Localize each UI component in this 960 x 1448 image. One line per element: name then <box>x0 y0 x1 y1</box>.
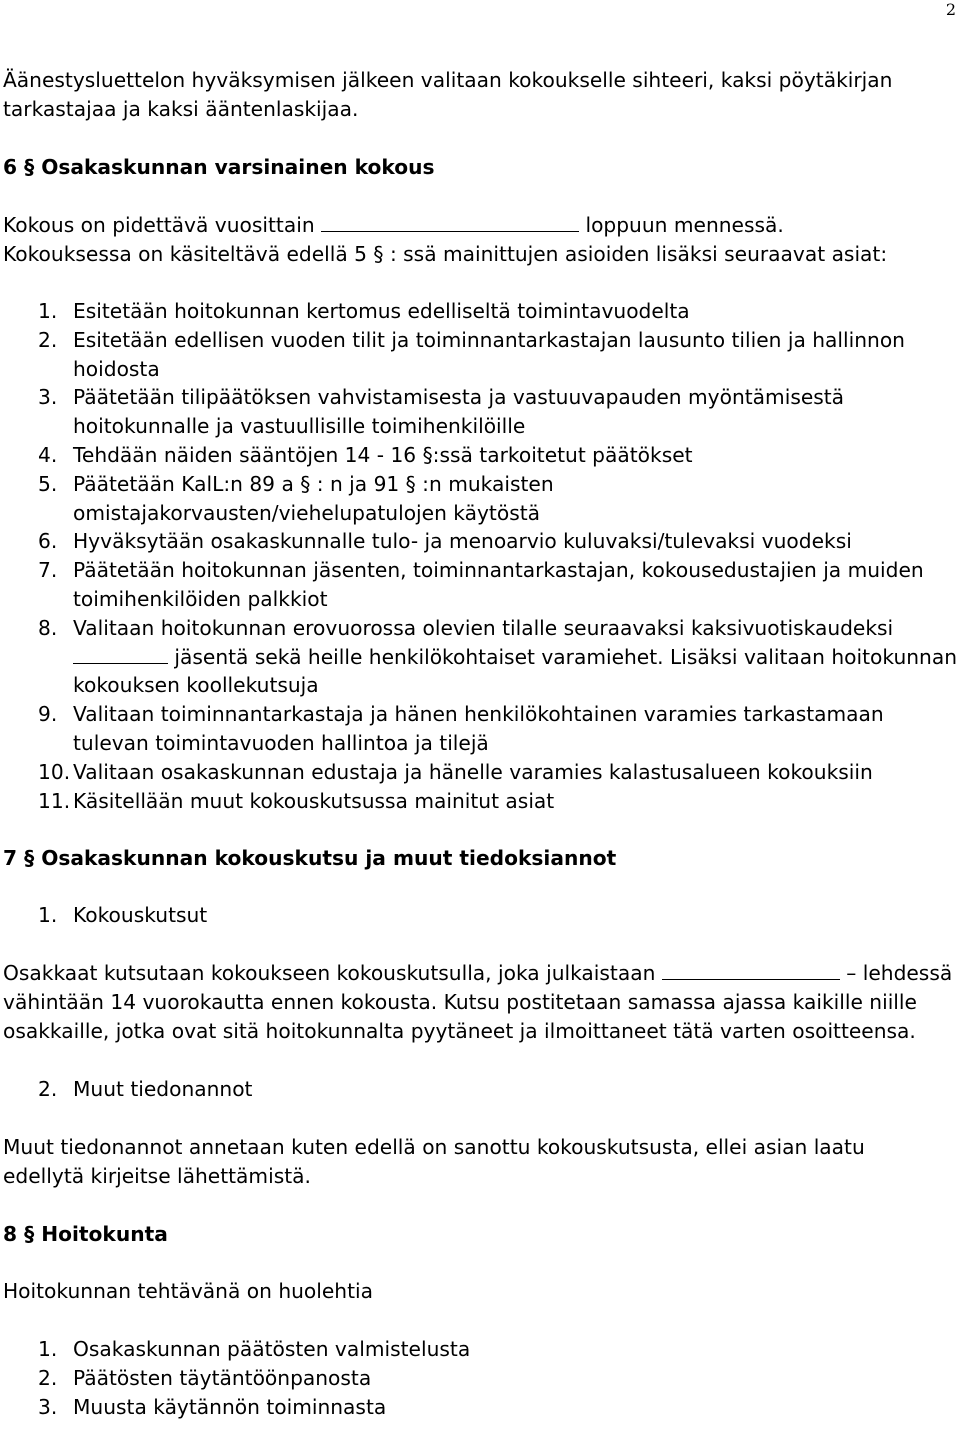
item-number: 8. <box>38 615 58 640</box>
document-body <box>3 66 958 1421</box>
list-item <box>3 758 958 787</box>
item-8-text-end: jäsentä sekä heille henkilökohtaiset varamiehet. Lisäksi valitaan hoitokunnan kokouksen koollekutsuja <box>73 644 957 698</box>
list-item <box>3 1393 958 1422</box>
item-number: 2. <box>38 1365 58 1390</box>
item-number: 11. <box>38 788 71 813</box>
section-7-p1-end: lehdessä vähintään 14 vuorokautta ennen kokousta. Kutsu postitetaan samassa ajassa kaikille niille osakkaille, jotka ovat sitä hoitokunnalta pyytäneet ja ilmoittaneet tätä varten osoitteensa. <box>3 961 953 1044</box>
item-text: Kokouskutsut <box>73 903 208 928</box>
section-6-p1-start: Kokous on pidettävä vuosittain <box>3 213 315 237</box>
list-item <box>3 297 958 326</box>
item-text: Esitetään edellisen vuoden tilit ja toiminnantarkastajan lausunto tilien ja hallinnon hoidosta <box>73 327 905 381</box>
item-text: Käsitellään muut kokouskutsussa mainitut asiat <box>73 788 555 813</box>
item-text: Muusta käytännön toiminnasta <box>73 1394 387 1419</box>
item-number: 5. <box>38 471 58 496</box>
item-number: 3. <box>38 1394 58 1419</box>
section-7-paragraph-1 <box>3 959 958 1046</box>
list-item <box>3 556 958 614</box>
list-item <box>3 1364 958 1393</box>
item-text: Esitetään hoitokunnan kertomus edelliseltä toimintavuodelta <box>73 299 690 323</box>
section-8-paragraph-1: Hoitokunnan tehtävänä on huolehtia <box>3 1278 373 1303</box>
item-text: Päätetään KalL:n 89 a § : n ja 91 § :n mukaisten omistajakorvausten/viehelupatulojen käytöstä <box>73 471 554 525</box>
item-text: Muut tiedonannot <box>73 1077 253 1102</box>
dash: – <box>846 961 857 986</box>
section-6-agenda-list <box>3 297 958 815</box>
blank-date-field <box>321 213 579 232</box>
item-number: 3. <box>38 385 58 410</box>
blank-member-count-field <box>73 645 168 664</box>
section-6-paragraph-2: Kokouksessa on käsiteltävä edellä 5 § : ssä mainittujen asioiden lisäksi seuraavat asiat: <box>3 242 888 266</box>
item-number: 10. <box>38 759 71 784</box>
section-8-duty-list <box>3 1335 958 1421</box>
item-text: Päätösten täytäntöönpanosta <box>73 1365 372 1390</box>
list-item <box>3 1335 958 1364</box>
list-item <box>3 787 958 816</box>
blank-newspaper-field <box>662 961 840 980</box>
list-item <box>3 326 958 384</box>
item-number: 4. <box>38 442 58 467</box>
item-number: 1. <box>38 299 58 323</box>
item-text <box>73 614 958 700</box>
item-text: Valitaan osakaskunnan edustaja ja hänelle varamies kalastusalueen kokouksiin <box>73 759 873 784</box>
subsection-7-1-title <box>3 901 958 930</box>
section-7-heading: 7 § Osakaskunnan kokouskutsu ja muut tiedoksiannot <box>3 846 617 871</box>
list-item <box>3 470 958 528</box>
item-number: 1. <box>38 903 58 928</box>
section-7-p1-start: Osakkaat kutsutaan kokoukseen kokouskutsulla, joka julkaistaan <box>3 961 656 986</box>
section-8-heading: 8 § Hoitokunta <box>3 1221 168 1246</box>
item-number: 2. <box>38 327 58 352</box>
list-item <box>3 383 958 441</box>
page-number: 2 <box>945 0 956 19</box>
section-6-p1-end: loppuun mennessä. <box>585 213 784 237</box>
list-item <box>3 441 958 470</box>
item-text: Päätetään hoitokunnan jäsenten, toiminnantarkastajan, kokousedustajien ja muiden toimihenkilöiden palkkiot <box>73 558 924 611</box>
item-text: Valitaan toiminnantarkastaja ja hänen henkilökohtainen varamies tarkastamaan tulevan toimintavuoden hallintoa ja tilejä <box>73 702 884 755</box>
item-text: Hyväksytään osakaskunnalle tulo- ja menoarvio kuluvaksi/tulevaksi vuodeksi <box>73 529 852 554</box>
item-number: 1. <box>38 1336 58 1361</box>
item-8-text-start: Valitaan hoitokunnan erovuorossa olevien tilalle seuraavaksi kaksivuotiskaudeksi <box>73 615 894 640</box>
item-number: 7. <box>38 558 58 583</box>
item-text: Osakaskunnan päätösten valmistelusta <box>73 1336 471 1361</box>
intro-paragraph: Äänestysluettelon hyväksymisen jälkeen valitaan kokoukselle sihteeri, kaksi pöytäkirjan tarkastajaa ja kaksi ääntenlaskijaa. <box>3 68 893 121</box>
list-item <box>3 614 958 700</box>
item-text: Tehdään näiden sääntöjen 14 - 16 §:ssä tarkoitetut päätökset <box>73 442 693 467</box>
section-6-heading: 6 § Osakaskunnan varsinainen kokous <box>3 155 435 179</box>
section-6-paragraph-1 <box>3 211 958 240</box>
list-item <box>3 700 958 758</box>
list-item <box>3 527 958 556</box>
subsection-7-2-title <box>3 1075 958 1104</box>
section-7-paragraph-2: Muut tiedonannot annetaan kuten edellä on sanottu kokouskutsusta, ellei asian laatu edellytä kirjeitse lähettämistä. <box>3 1134 865 1188</box>
item-text: Päätetään tilipäätöksen vahvistamisesta ja vastuuvapauden myöntämisestä hoitokunnalle ja vastuullisille toimihenkilöille <box>73 385 845 439</box>
item-number: 6. <box>38 529 58 554</box>
item-number: 9. <box>38 702 58 727</box>
item-number: 2. <box>38 1077 58 1102</box>
